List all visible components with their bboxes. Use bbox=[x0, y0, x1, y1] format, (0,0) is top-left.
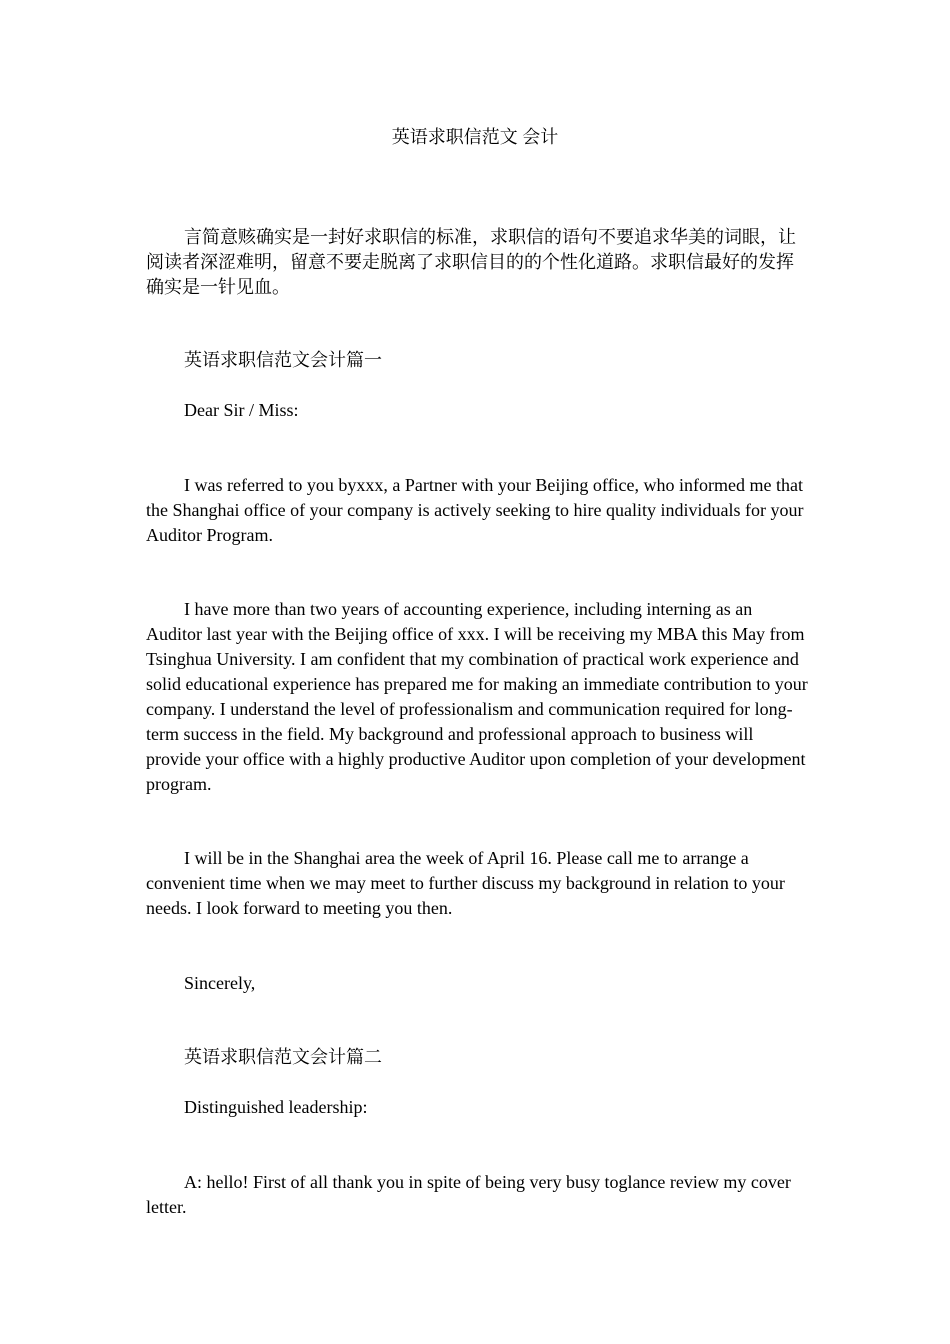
section1-heading: 英语求职信范文会计篇一 bbox=[184, 350, 382, 370]
salutation1: Dear Sir / Miss: bbox=[184, 400, 299, 420]
salutation2: Distinguished leadership: bbox=[184, 1097, 368, 1117]
intro-paragraph: 言简意赅确实是一封好求职信的标准，求职信的语句不要追求华美的词眼，让阅读者深涩难明，留意不要走脱离了求职信目的的个性化道路。求职信最好的发挥确实是一针见血。 bbox=[146, 227, 796, 297]
paragraph-meeting: I will be in the Shanghai area the week of April 16. Please call me to arrange a convenient time when we may meet to further discuss my background in relation to your needs. I look forward to meeting you then. bbox=[146, 848, 785, 918]
closing1: Sincerely, bbox=[184, 973, 256, 993]
paragraph-thanks: A: hello! First of all thank you in spite of being very busy toglance review my cover letter. bbox=[146, 1172, 791, 1217]
document-title: 英语求职信范文 会计 bbox=[391, 127, 559, 147]
section2-heading: 英语求职信范文会计篇二 bbox=[184, 1047, 382, 1067]
paragraph-experience: I have more than two years of accounting experience, including interning as an Auditor last year with the Beijing office of xxx. I will be receiving my MBA this May from Tsinghua University. I am confident that my combination of practical work experience and solid educational experience has prepared me for making an immediate contribution to your company. I understand the level of professionalism and communication required for long-term success in the field. My background and professional approach to business will provide your office with a highly productive Auditor upon completion of your development program. bbox=[146, 599, 808, 794]
paragraph-referral: I was referred to you byxxx, a Partner with your Beijing office, who informed me that the Shanghai office of your company is actively seeking to hire quality individuals for your Auditor Program. bbox=[146, 475, 804, 545]
